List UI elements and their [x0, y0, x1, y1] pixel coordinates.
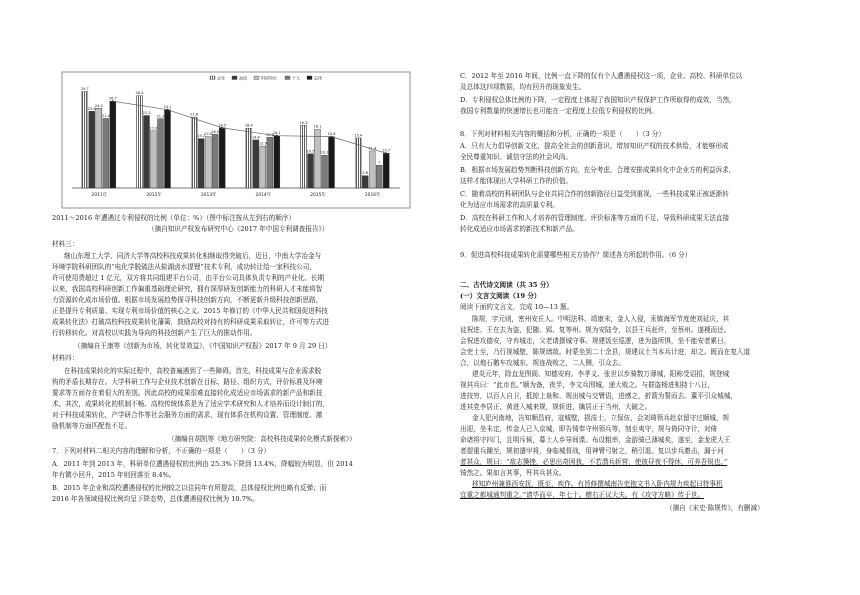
bar — [369, 151, 375, 188]
section-2-instruction: 阅读下面的文言文，完成 10—13 题。 — [460, 303, 574, 311]
data-label: 18.1 — [313, 124, 322, 129]
q7-option-d-cont: 我国专利数量的快速增长也可能在一定程度上拉低专利侵权的比例。 — [460, 107, 658, 115]
data-label: 21.3 — [156, 114, 165, 119]
bar — [165, 110, 171, 188]
bar — [308, 154, 314, 188]
bar — [301, 125, 307, 188]
wen-line-underlined: 移知庐州兼淮西安抚，既至，疾作。有旨修撰城南告吏抱文书入卧内规力疾起曰特事机 — [472, 480, 723, 488]
data-label: 14.8 — [251, 135, 260, 140]
wen-line: 进其党李居正、黄进入城来规，规斩进，擒居正于当州，大破之。 — [460, 403, 652, 411]
section-2-subtitle: (一）文言文阅读（19 分） — [460, 292, 541, 300]
category-label: 2013年 — [200, 193, 217, 198]
bar — [103, 118, 109, 188]
legend-label: 高校 — [239, 75, 247, 81]
wen-line: 视其兵曰：“此市也。”顺为备，夜半，李文兵围城，递大败之。与群盗杨进相持十八日， — [460, 381, 715, 389]
bar — [362, 176, 368, 188]
data-label: 17.6 — [149, 126, 158, 131]
m3-line: 行转移转化。对高校以实践为导向的科技创新产生了巨大的推动作用。 — [52, 329, 257, 337]
data-label: 24.1 — [163, 105, 172, 110]
wen-line-underlined: 者甚众，规曰：“敌志操挫，必思出奇困我，不若潜兵斩营，使彼昼夜不得休，可养吾锐也。” — [460, 458, 728, 466]
q8-line: 这样才能体现出大学科研工作的价值。 — [460, 177, 573, 185]
q7-option-c-cont: 及总体这四项数据，均有回升的现象发生。 — [460, 83, 586, 91]
data-label: 15.4 — [354, 133, 363, 138]
bar — [315, 129, 321, 188]
chart-source: （摘自知识产权发布研究中心《2017 年中国专利调查报告》） — [148, 225, 329, 233]
wen-line: 会吏士至，乃行视城壁，陈规缮敌。时蒙坐到二十余县，规建议土当本兵计进，却之。既而在复入道 — [460, 348, 751, 356]
data-label: 21.8 — [190, 112, 199, 117]
legend-label: 企业 — [217, 75, 225, 81]
bar — [329, 137, 335, 188]
data-label: 15.8 — [327, 132, 336, 137]
category-label: 2012年 — [146, 193, 162, 198]
m4-line: 钩的矛盾长期存在。大学科研工作与企业技术创新在目标、路径、组织方式，评价标准及环境 — [52, 378, 323, 386]
data-label: 18.4 — [244, 123, 253, 128]
data-label: 11.4 — [368, 146, 377, 151]
material4-title: 材料四： — [52, 354, 79, 362]
m3-source: （摘编自王康等《创新为市场，转化显效益》，《中国知识产权报》2017 年 9 月 29 日） — [74, 342, 332, 350]
data-label: 10.7 — [382, 148, 391, 153]
wen-line: 命诸将守四门，且明斥候，募士人乡导间谍。布设粗率，金游骑已薄城矣，遂至，金龙虎大王 — [460, 436, 731, 444]
data-label: 19.3 — [299, 120, 308, 125]
data-label: 23.6 — [87, 106, 96, 111]
m3-line: 以来，我国高校科研创新工作偏重基础理论研究，拥有深厚研发创新能力的科研人才未能将智 — [52, 285, 323, 293]
q7-option-b-cont: 2016 年各领域侵权比例均呈下降态势，总体遭遇侵权比例为 10.7%。 — [52, 495, 259, 503]
data-label: 28.4 — [135, 91, 144, 96]
bar — [376, 165, 382, 188]
wen-line: 陈规，字元则，密州安丘人。中明法科。靖康末，金人入侵，汞镇海军节度使刘延庆，其 — [472, 315, 730, 323]
wen-line: 建炎元年，除直龙图阁、知德安府。李孝义、张世以步骑数万薄城，阳称受诏招，规登城 — [472, 370, 730, 378]
m3-line: 许可使用费超过 1 亿元，双方将共同组建平台公司，由平台公司具体负责专利的产业化。长期 — [52, 274, 325, 282]
bar — [253, 140, 259, 188]
data-label: 12.9 — [258, 141, 267, 146]
bar — [191, 117, 197, 188]
section-2-title: 二、古代诗文阅读（共 35 分） — [460, 281, 553, 289]
data-label: 21.4 — [101, 113, 110, 118]
q7-option-a-cont: 年有微小回升，2015 年则回落至 8.4%。 — [52, 471, 176, 479]
chart-category-labels — [92, 191, 382, 198]
chart-caption: 2011～2016 年遭遇过专利侵权的比例（单位：%）（图中标注按从左到右的顺序） — [52, 214, 296, 222]
q7-option-c: C．2012 年至 2016 年间，比例一直下降的仅有个人遭遇侵权这一项，企业、高校、科研单位以 — [460, 72, 743, 80]
bar — [212, 134, 218, 188]
q8-line: A．只有大力倡导创新文化，提高全社会的创新意识，增加知识产权的技术供给，才能够形成 — [460, 142, 729, 150]
wen-line: 合，以炮石鹅车攻城东，规连战败之，二人侧，引众去。 — [460, 359, 625, 367]
legend-swatch — [210, 76, 215, 80]
wen-line: 出迎，坐未定，传金人已入京城，即告锜奉守州领兵等，刻至夷守，规与倚同守计，对倚 — [460, 425, 718, 433]
legend-swatch — [232, 76, 237, 80]
wen-line: 金人犯河南地，告知顺昌府，寇城壁，损浚士，立保伍，会刘琦领兵赴京留守过顺城，规 — [472, 414, 730, 422]
wen-line: 锜然之。果如言其事，歼其兵甚众。 — [460, 469, 566, 477]
bar — [110, 101, 116, 188]
chart-bars — [82, 91, 389, 188]
bar — [151, 131, 157, 188]
data-label: 24.5 — [94, 103, 103, 108]
m4-line: 要求等方面存在着很大的差别。因此高校的成果很难直接转化成适应市场需求的新产品和新技 — [52, 389, 323, 397]
bar — [96, 108, 102, 188]
bar — [274, 136, 280, 188]
data-label: 26.7 — [108, 96, 117, 101]
legend-swatch — [307, 76, 312, 80]
bar — [322, 155, 328, 188]
q8-line: C．随着高校的科研团队与企业共同合作的创新路径日益受到重视，一些科技成果正被逐渐转 — [460, 190, 729, 198]
question-9: 9．促进高校科技成果转化需要哪些相关方协作？简述各方所起的作用。（6 分） — [460, 251, 692, 259]
data-label: 16.5 — [211, 129, 220, 134]
wen-line: 徒祝进、王在去为盗，犯随、郢、复等州。规为安陆令，以县王兵赶许，至蔡州。遂梗而还。 — [460, 326, 731, 334]
category-label: 2016年 — [364, 193, 381, 198]
category-label: 2014年 — [255, 193, 272, 198]
q8-line: 转化成适应市场需求的新技术和新产品。 — [460, 225, 579, 233]
data-label: 29.7 — [80, 86, 89, 91]
category-label: 2011年 — [91, 193, 108, 198]
m3-line: 继山东理工大学、同济大学等高校科技成果转化相继取得突破后，近日，中南大学冶金与 — [64, 252, 322, 260]
wen-source: （摘自《宋史·陈规传》，有删减） — [666, 504, 764, 512]
bar — [205, 137, 211, 188]
chart-value-labels — [81, 87, 390, 175]
data-label: 22.3 — [142, 111, 151, 116]
data-label: 18.5 — [218, 123, 227, 128]
m3-line: 力资源转化成市场价值。根据市场发展趋势探寻科技创新方向，不断更新升级科技创新思路， — [52, 296, 323, 304]
wen-line: 会祝进攻德安，守弃城走，父老请摄城守事。规建饭至巡逻，进为盗所惧，坐不能安者累日， — [460, 337, 731, 345]
m4-source: （摘编自胡凯等《地方研究院：高校科技成果转化模式新探索》） — [168, 435, 356, 443]
bar — [89, 111, 95, 188]
data-label: 10.5 — [306, 149, 315, 154]
bar — [267, 137, 273, 188]
m4-line: 术。其次，成果转化的机制不畅。高校传统体系是为了适应学术研究和人才培养而设计制订的， — [52, 400, 329, 408]
data-label: 7 — [378, 160, 381, 165]
bar-chart — [60, 70, 412, 210]
bar — [158, 119, 164, 188]
legend-label: 个人 — [292, 75, 300, 81]
wen-line: 进技穷，以百人自卫，抵掠上泉和、规出城与交臂语，进感之，折箭为誓而去。董平引众城城， — [460, 392, 737, 400]
data-label: 16.1 — [272, 131, 281, 136]
bar — [383, 153, 389, 188]
legend-label: 科研单位 — [261, 75, 277, 81]
data-label: 3.8 — [362, 171, 369, 176]
q7-option-b: B．2015 年企业和高校遭遇侵权的比例较之以往同年有所提高，总体侵权比例也略有反弹；而 — [52, 484, 327, 492]
wen-line: 者提重兵踵至，规初遣甲将，身临城督战，用神臂弓射之，稍引退。复以步兵邀击，漏于河 — [460, 447, 724, 455]
legend-label: 总体 — [314, 75, 322, 81]
data-label: 15.2 — [197, 134, 206, 139]
q8-line: D．高校在科研工作和人才培养的管理制度、评价标准等方面的不足，导致科研成果无法直接 — [460, 214, 730, 222]
bar — [137, 96, 143, 188]
q8-line: 化为适应市场需求的高质量专利。 — [460, 201, 559, 209]
q8-line: B．根据市场发展趋势判断科技创新方向，充分考虑、合理安排成果转化中企业方的利益诉求， — [460, 166, 736, 174]
m4-line: 励机制等方面匹配性不足。 — [52, 422, 132, 430]
q8-line: 全民尊重知识、诚信守法的社会风尚。 — [460, 153, 573, 161]
q7-option-d: D．专利侵权总体比例的下降，一定程度上体现了我国知识产权保护工作所取得的成效，当然， — [460, 96, 736, 104]
bar — [260, 146, 266, 188]
chart-legend — [210, 75, 322, 81]
m4-line: 对于科技成果转化，产学研合作等社会服务方面的需求，现有体系在机构设置、管理制度、激 — [52, 411, 323, 419]
question-8-title: 8．下列对材料相关内容的概括和分析，正确的一项是（ ）（3 分） — [460, 130, 665, 138]
bar — [198, 139, 204, 188]
category-label: 2015年 — [310, 193, 326, 198]
data-label: 10.1 — [320, 150, 329, 155]
bar — [219, 128, 225, 188]
m4-line: 在科技成果转化的实际过程中，高校普遍遇到了一些障碍。首先，科技成果与企业需求脱 — [64, 367, 322, 375]
data-label: 15.6 — [265, 132, 274, 137]
m3-line: 正是提升专利质量、实现专利市场价值的核心之义。2015 年修订的《中华人民共和国促进科技 — [52, 307, 329, 315]
m3-line: 成果转化法》打破高校科技成果转化藩篱，鼓励高校对持有的科研成果采取转让，许可等方式进 — [52, 318, 329, 326]
q7-option-a: A．2011 年到 2013 年，科研单位遭遇侵权的比例由 25.3%下降到 13.4%，降幅较为明显，但 2014 — [52, 460, 353, 468]
material3-title: 材料三： — [52, 240, 79, 248]
question-7-title: 7．下列对材料二相关内容的理解和分析，不正确的一项是（ ）（3 分） — [52, 447, 271, 455]
m3-line: 环境学院科研团队的“电化学脱硫法从盐湖卤水提锂”技术专利，成功转让给一家科技公司， — [52, 263, 316, 271]
legend-swatch — [285, 76, 290, 80]
legend-swatch — [254, 76, 259, 80]
wen-line-underlined: 宜重之都城通判重之。”请毕而卒，年七十。赠右正议大夫。有《攻守方略》传于世。 — [460, 491, 705, 499]
data-label: 15.8 — [204, 132, 213, 137]
